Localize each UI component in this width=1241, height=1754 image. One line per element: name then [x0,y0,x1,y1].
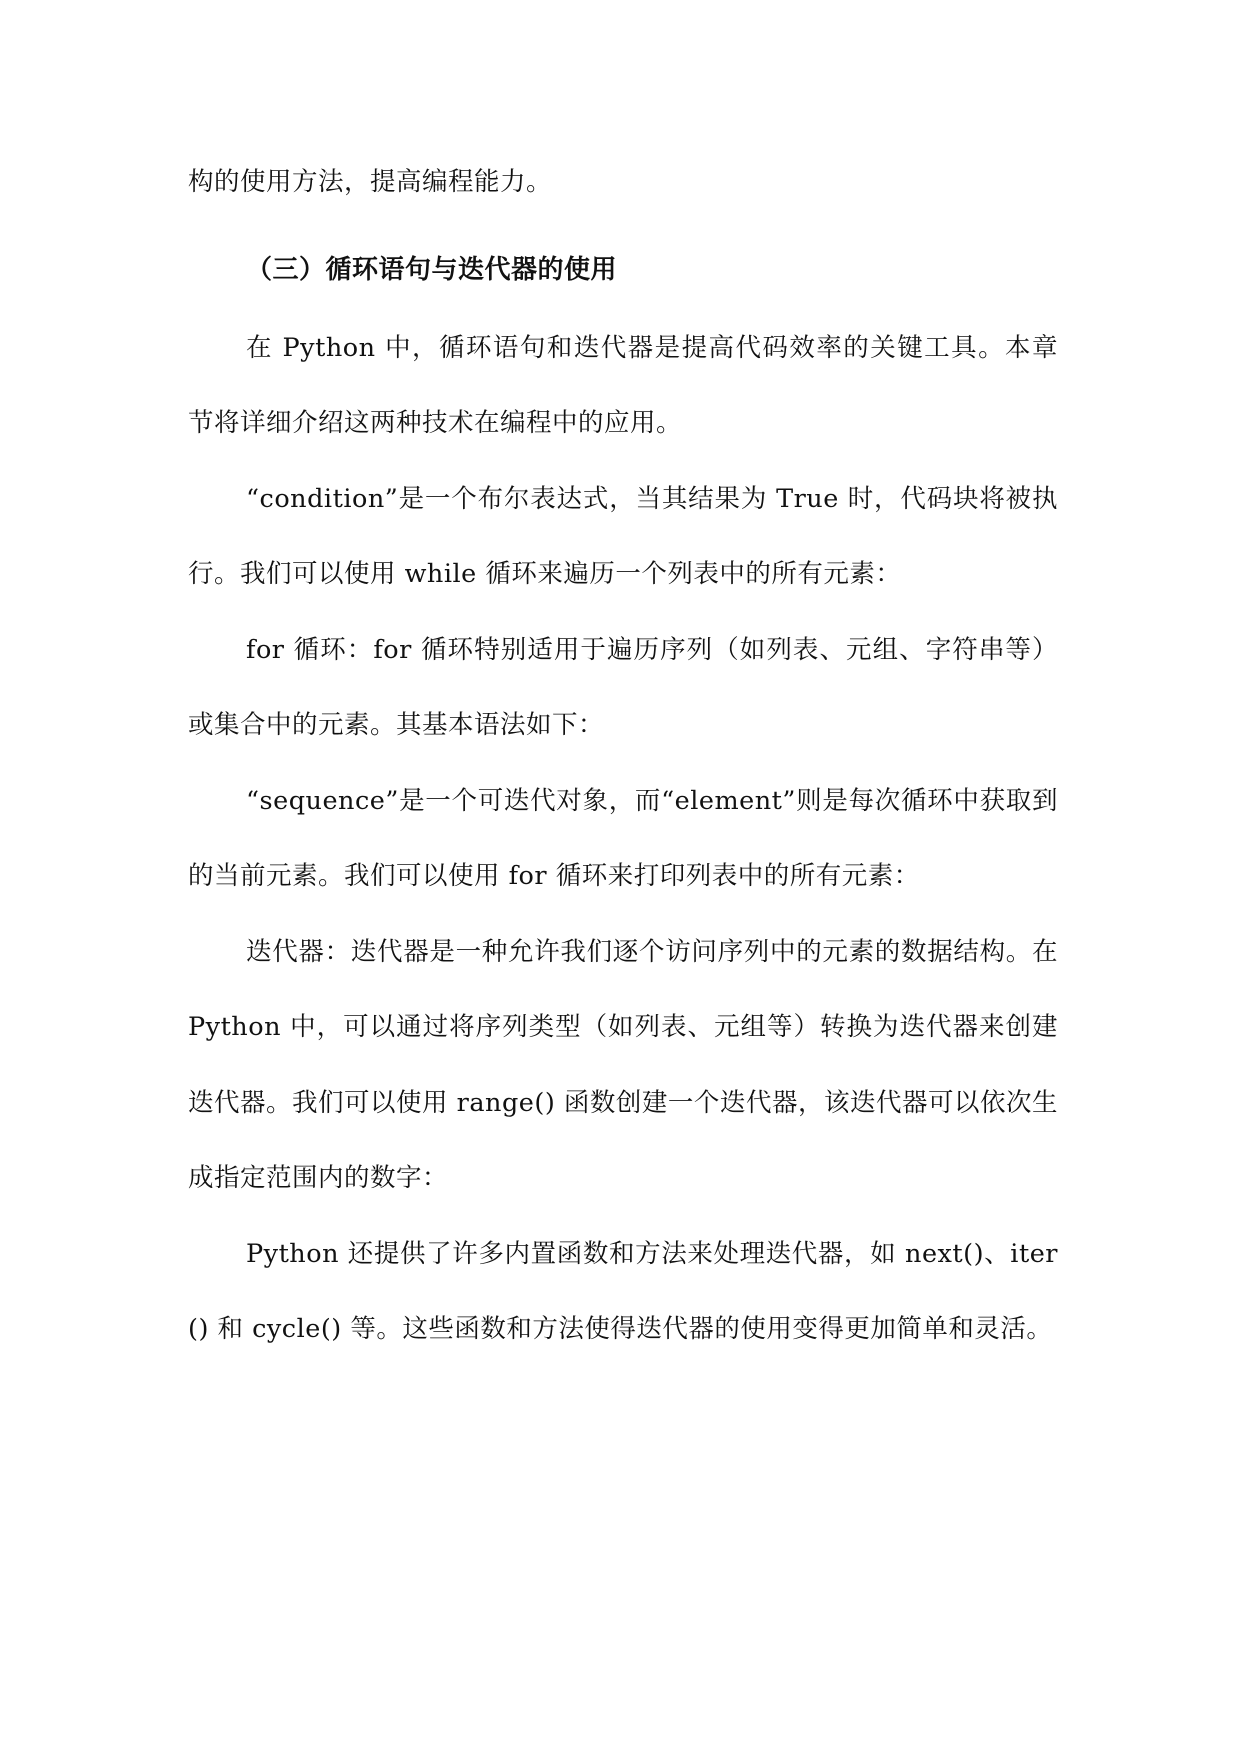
document-body [188,145,1058,1368]
continued-paragraph: 构的使用方法，提高编程能力。 [188,167,553,197]
paragraph-sequence: “sequence”是一个可迭代对象，而“element”则是每次循环中获取到的当前元素。我们可以使用 for 循环来打印列表中的所有元素： [188,785,1058,891]
paragraph-builtins: Python 还提供了许多内置函数和方法来处理迭代器，如 next()、iter() 和 cycle() 等。这些函数和方法使得迭代器的使用变得更加简单和灵活。 [188,1238,1058,1344]
section-heading: （三）循环语句与迭代器的使用 [246,254,618,285]
paragraph-for-loop: for 循环：for 循环特别适用于遍历序列（如列表、元组、字符串等）或集合中的元素。其基本语法如下： [188,634,1058,740]
paragraph-intro: 在 Python 中，循环语句和迭代器是提高代码效率的关键工具。本章节将详细介绍这两种技术在编程中的应用。 [188,332,1058,438]
paragraph-condition: “condition”是一个布尔表达式，当其结果为 True 时，代码块将被执行。我们可以使用 while 循环来遍历一个列表中的所有元素： [188,483,1058,589]
paragraph-iterator: 迭代器：迭代器是一种允许我们逐个访问序列中的元素的数据结构。在 Python 中，可以通过将序列类型（如列表、元组等）转换为迭代器来创建迭代器。我们可以使用 range() 函数创建一个迭代器，该迭代器可以依次生成指定范围内的数字： [188,936,1058,1193]
